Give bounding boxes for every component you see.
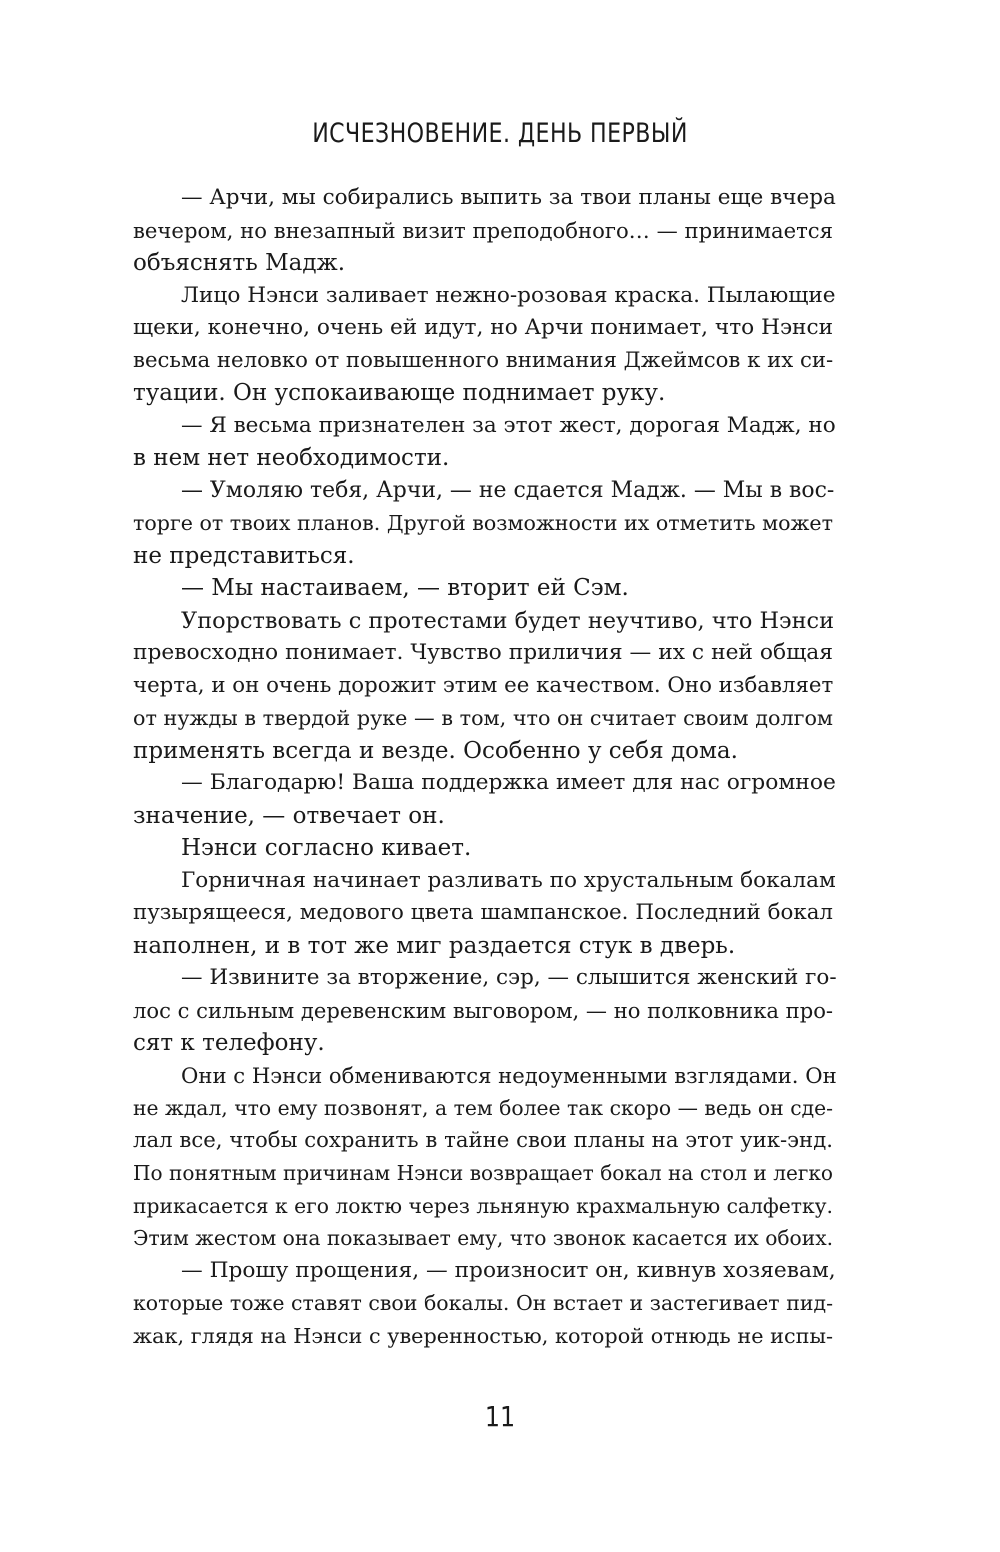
text-line: По понятным причинам Нэнси возвращает бокал на стол и легко: [133, 1161, 833, 1185]
text-line: — Благодарю! Ваша поддержка имеет для нас огромное: [181, 770, 836, 795]
text-line: прикасается к его локтю через льняную крахмальную салфетку.: [133, 1193, 833, 1218]
text-line: пузырящееся, медового цвета шампанское. Последний бокал: [133, 900, 833, 925]
text-line: — Я весьма признателен за этот жест, дорогая Мадж, но: [181, 412, 836, 438]
text-line: Этим жестом она показывает ему, что звонок касается их обоих.: [133, 1226, 834, 1250]
text-line: сят к телефону.: [133, 1030, 325, 1056]
text-line: вечером, но внезапный визит преподобного… — принимается: [133, 217, 833, 243]
text-line: Нэнси согласно кивает.: [181, 835, 472, 861]
text-line: — Умоляю тебя, Арчи, — не сдается Мадж. — Мы в вос-: [181, 477, 835, 503]
text-line: — Мы настаиваем, — вторит ей Сэм.: [181, 575, 629, 601]
text-line: Упорствовать с протестами будет неучтиво, что Нэнси: [181, 607, 835, 634]
text-line: весьма неловко от повышенного внимания Джеймсов к их си-: [133, 347, 834, 373]
text-line: Они с Нэнси обмениваются недоуменными взглядами. Он: [181, 1062, 837, 1088]
text-line: щеки, конечно, очень ей идут, но Арчи понимает, что Нэнси: [133, 315, 833, 340]
text-line: в нем нет необходимости.: [133, 445, 450, 471]
text-line: Горничная начинает разливать по хрустальным бокалам: [181, 867, 836, 893]
text-line: торге от твоих планов. Другой возможности их отметить может: [133, 511, 833, 535]
text-line: не ждал, что ему позвонят, а тем более так скоро — ведь он сде-: [133, 1096, 833, 1120]
text-line: — Арчи, мы собирались выпить за твои планы еще вчера: [181, 185, 836, 210]
text-line: не представиться.: [133, 542, 355, 569]
text-line: Лицо Нэнси заливает нежно-розовая краска. Пылающие: [181, 282, 836, 308]
text-line: значение, — отвечает он.: [133, 802, 445, 829]
text-line: лал все, чтобы сохранить в тайне свои планы на этот уик-энд.: [133, 1127, 833, 1153]
text-line: — Прошу прощения, — произносит он, кивнув хозяевам,: [181, 1257, 836, 1283]
running-head: ИСЧЕЗНОВЕНИЕ. ДЕНЬ ПЕРВЫЙ: [312, 118, 688, 149]
text-line: которые тоже ставят свои бокалы. Он встает и застегивает пид-: [133, 1291, 833, 1315]
text-line: лос с сильным деревенским выговором, — но полковника про-: [133, 997, 834, 1023]
text-line: объяснять Мадж.: [133, 250, 346, 276]
text-line: применять всегда и везде. Особенно у себя дома.: [133, 737, 738, 764]
text-line: превосходно понимает. Чувство приличия — их с ней общая: [133, 640, 833, 665]
text-line: туации. Он успокаивающе поднимает руку.: [133, 380, 666, 406]
text-line: — Извините за вторжение, сэр, — слышится женский го-: [181, 965, 837, 990]
text-line: от нужды в твердой руке — в том, что он считает своим долгом: [133, 706, 833, 730]
text-line: наполнен, и в тот же миг раздается стук в дверь.: [133, 932, 736, 959]
text-line: жак, глядя на Нэнси с уверенностью, которой отнюдь не испы-: [133, 1323, 833, 1348]
text-line: черта, и он очень дорожит этим ее качеством. Оно избавляет: [133, 672, 834, 698]
page-number: 11: [484, 1400, 516, 1433]
body-text: [133, 182, 837, 1352]
